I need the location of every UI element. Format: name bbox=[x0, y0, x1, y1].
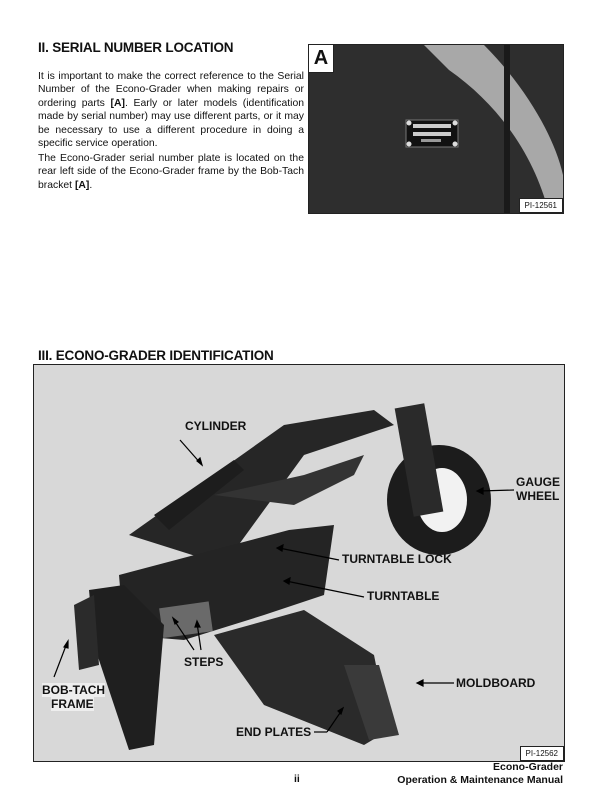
figure-letter: A bbox=[309, 45, 334, 73]
text: It is important to make the correct reference to the Serial Number of the Econo-Grader when making repairs or ordering parts bbox=[38, 71, 304, 109]
label-bob-tach-line1: BOB-TACH bbox=[42, 683, 106, 697]
econo-grader-photo bbox=[33, 364, 565, 762]
figure-a-photo bbox=[308, 44, 564, 214]
label-cylinder: CYLINDER bbox=[185, 419, 247, 433]
figure-ref: [A] bbox=[74, 179, 90, 191]
text: . bbox=[89, 179, 93, 191]
serial-paragraph-1 bbox=[38, 70, 304, 150]
label-bob-tach-line2: FRAME bbox=[51, 697, 94, 711]
figure-ref: [A] bbox=[110, 97, 125, 109]
footer-title-line1: Econo-Grader bbox=[492, 761, 563, 773]
serial-paragraph-2 bbox=[38, 152, 304, 192]
footer-title-line2: Operation & Maintenance Manual bbox=[397, 774, 563, 786]
page-number: ii bbox=[294, 773, 300, 785]
label-end-plates: END PLATES bbox=[236, 725, 312, 739]
text: The Econo-Grader serial number plate is located on the rear left side of the Econo-Grader frame by the Bob-Tach bracket bbox=[38, 153, 304, 191]
text: . Early or later models (identification made by serial number) may use different parts, or it may be necessary to use a different procedure in doing a specific service operation. bbox=[38, 97, 304, 150]
serial-plate-photo-image bbox=[309, 45, 563, 213]
label-turntable: TURNTABLE bbox=[367, 589, 440, 603]
section-heading-identification: III. ECONO-GRADER IDENTIFICATION bbox=[38, 348, 274, 363]
label-moldboard: MOLDBOARD bbox=[456, 676, 536, 690]
section-heading-serial-number: II. SERIAL NUMBER LOCATION bbox=[38, 40, 234, 55]
label-gauge-wheel-line1: GAUGE bbox=[516, 475, 561, 489]
photo-id: PI-12561 bbox=[519, 198, 563, 213]
label-steps: STEPS bbox=[184, 655, 224, 669]
label-gauge-wheel-line2: WHEEL bbox=[516, 489, 560, 503]
photo-id: PI-12562 bbox=[520, 746, 564, 761]
econo-grader-image bbox=[34, 365, 564, 761]
label-turntable-lock: TURNTABLE LOCK bbox=[342, 552, 452, 566]
